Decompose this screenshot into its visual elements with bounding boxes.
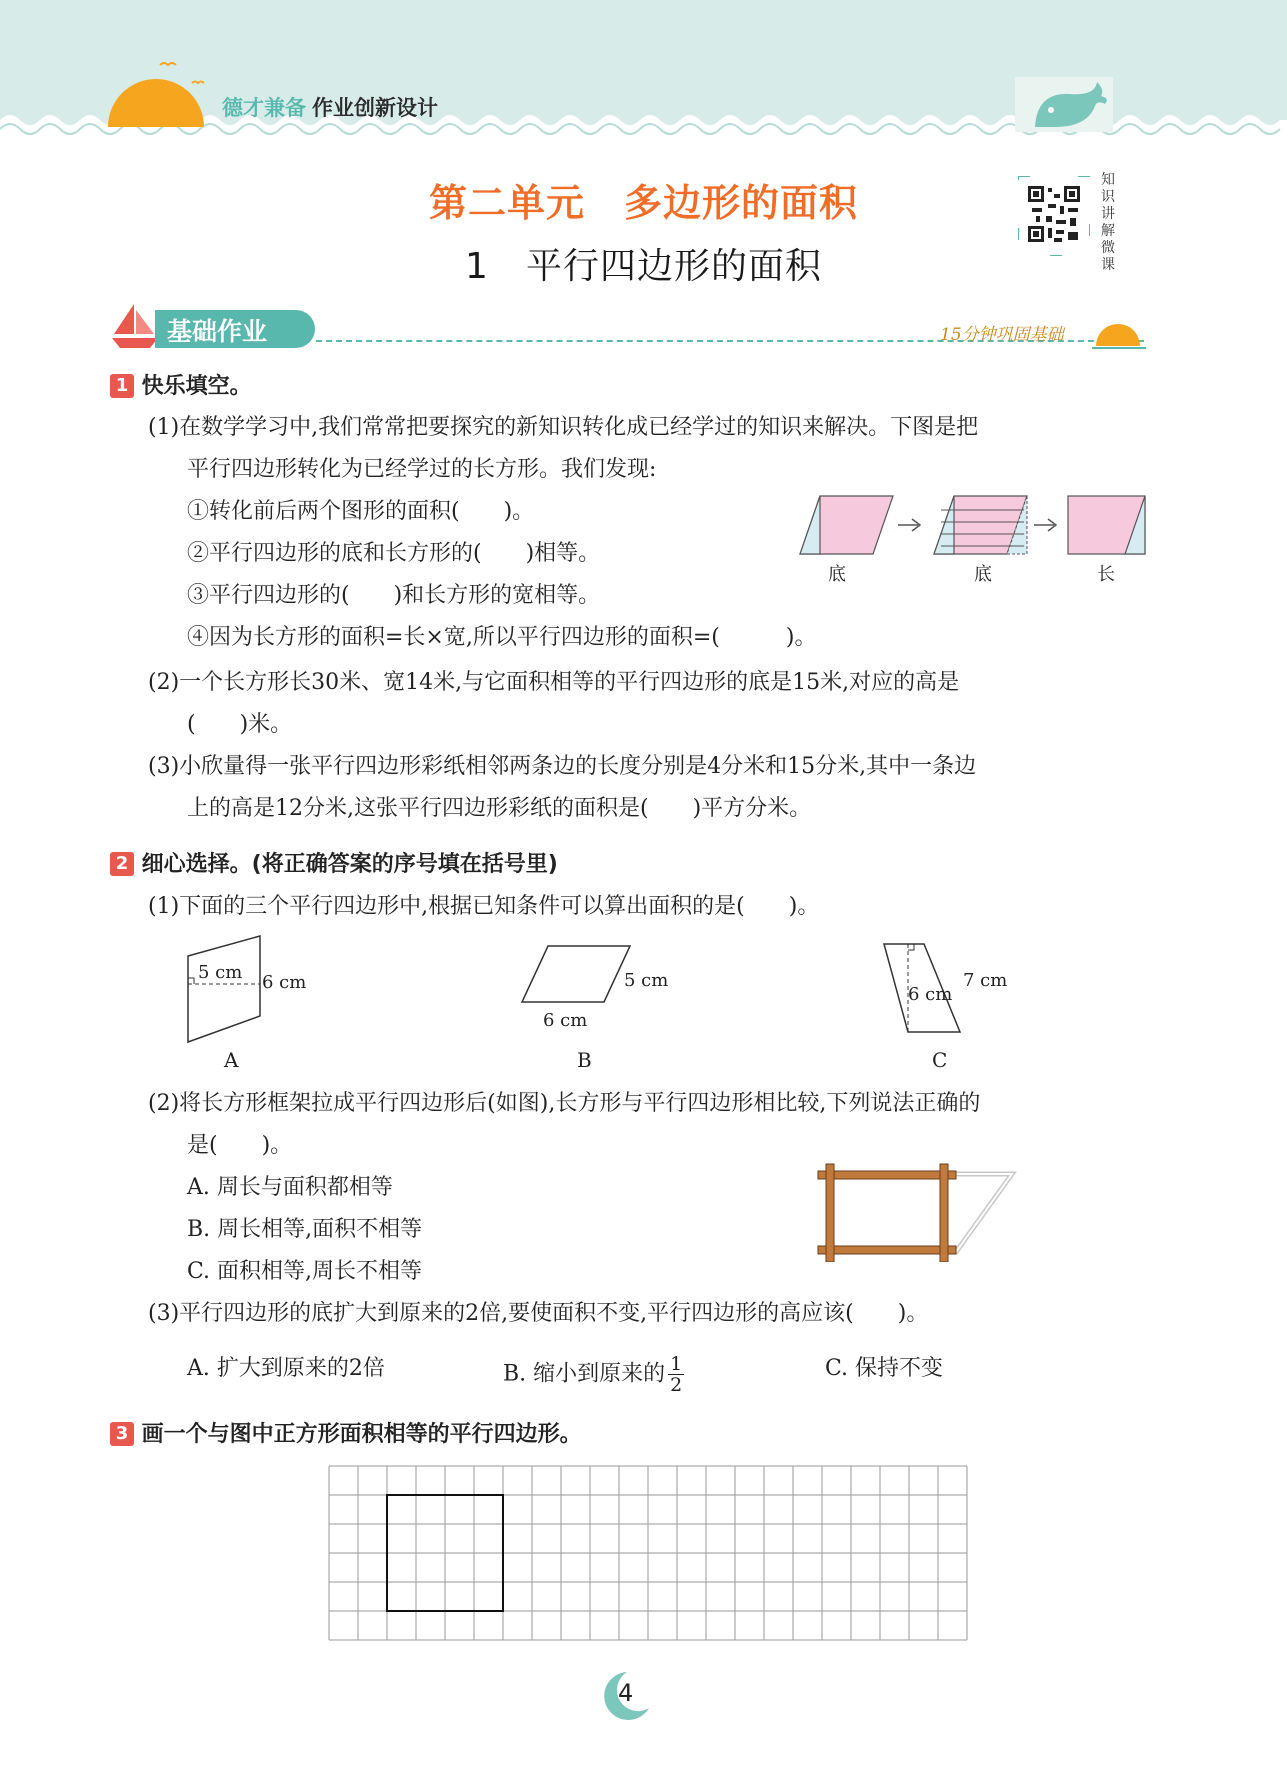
section-title: 基础作业	[167, 317, 268, 346]
q1-p1-d: ④因为长方形的面积=长×宽,所以平行四边形的面积=( )。	[187, 625, 817, 650]
qr-code-icon[interactable]	[1018, 176, 1090, 256]
fraction-denominator: 2	[670, 1374, 683, 1396]
fig-a-measure-1: 5 cm	[198, 962, 243, 983]
q1-p1-line1: (1)在数学学习中,我们常常把要探究的新知识转化成已经学过的知识来解决。下图是把	[148, 415, 979, 440]
q2-p3-option-c: C. 保持不变	[825, 1356, 944, 1381]
fig-c-label: C	[932, 1048, 948, 1072]
frame-figure	[812, 1162, 1018, 1262]
fig-c-measure-2: 7 cm	[963, 970, 1008, 991]
fraction-half	[668, 1354, 684, 1395]
question-3-title: 画一个与图中正方形面积相等的平行四边形。	[141, 1422, 582, 1447]
section-subtitle: 15分钟巩固基础	[940, 325, 1064, 345]
q1-p3-line1: (3)小欣量得一张平行四边形彩纸相邻两条边的长度分别是4分米和15分米,其中一条边	[148, 754, 977, 779]
q1-p3-line2: 上的高是12分米,这张平行四边形彩纸的面积是( )平方分米。	[187, 796, 812, 821]
q2-p3-option-b-text: B. 缩小到原来的	[503, 1361, 666, 1387]
brand-accent: 德才兼备	[222, 96, 306, 120]
lesson-title: 1 平行四边形的面积	[465, 246, 822, 287]
q2-p2-line2: 是( )。	[187, 1133, 293, 1158]
fig-label-length: 长	[1097, 564, 1115, 585]
fig-label-base-1: 底	[828, 564, 846, 585]
q2-p2-line1: (2)将长方形框架拉成平行四边形后(如图),长方形与平行四边形相比较,下列说法正确的	[148, 1091, 981, 1116]
fig-b-measure-1: 5 cm	[624, 970, 669, 991]
fig-label-base-2: 底	[974, 564, 992, 585]
question-1-heading	[110, 372, 252, 402]
whale-icon	[1015, 72, 1115, 132]
page-number: 4	[618, 1679, 634, 1707]
q2-p2-option-a: A. 周长与面积都相等	[187, 1175, 393, 1200]
sun-icon	[100, 55, 210, 130]
transformation-figure	[798, 492, 1150, 564]
question-2-heading	[110, 850, 558, 880]
question-1-badge: 1	[110, 374, 134, 398]
brand-main: 作业创新设计	[312, 96, 438, 120]
question-3-badge: 3	[110, 1422, 134, 1446]
q1-p1-b: ②平行四边形的底和长方形的( )相等。	[187, 541, 601, 566]
fig-a-label: A	[224, 1048, 239, 1072]
question-2-title: 细心选择。(将正确答案的序号填在括号里)	[141, 852, 558, 877]
fig-b-label: B	[577, 1048, 592, 1072]
q1-p1-a: ①转化前后两个图形的面积( )。	[187, 499, 535, 524]
sailboat-icon	[110, 300, 160, 350]
question-1-title: 快乐填空。	[141, 374, 252, 399]
q2-p3-option-a: A. 扩大到原来的2倍	[187, 1356, 385, 1381]
q2-p3: (3)平行四边形的底扩大到原来的2倍,要使面积不变,平行四边形的高应该( )。	[148, 1301, 929, 1326]
q2-p2-option-c: C. 面积相等,周长不相等	[187, 1259, 423, 1284]
unit-title: 第二单元 多边形的面积	[428, 181, 858, 225]
small-sun-icon	[1090, 312, 1150, 352]
question-3-heading	[110, 1420, 582, 1450]
q1-p2-line2: ( )米。	[187, 712, 293, 737]
brand	[222, 92, 438, 122]
q1-p1-line2: 平行四边形转化为已经学过的长方形。我们发现:	[187, 457, 657, 482]
drawing-grid[interactable]	[328, 1465, 968, 1641]
q2-p2-option-b: B. 周长相等,面积不相等	[187, 1217, 423, 1242]
fraction-numerator: 1	[670, 1353, 683, 1375]
q2-p1: (1)下面的三个平行四边形中,根据已知条件可以算出面积的是( )。	[148, 894, 820, 919]
fig-b-measure-2: 6 cm	[543, 1010, 588, 1031]
parallelogram-b	[518, 942, 636, 1008]
fig-a-measure-2: 6 cm	[262, 972, 307, 993]
question-2-badge: 2	[110, 852, 134, 876]
q2-p3-option-b	[503, 1354, 684, 1395]
q1-p2-line1: (2)一个长方形长30米、宽14米,与它面积相等的平行四边形的底是15米,对应的高是	[148, 670, 960, 695]
q1-p1-c: ③平行四边形的( )和长方形的宽相等。	[187, 583, 601, 608]
qr-label: 知识讲解微课	[1101, 172, 1115, 273]
fig-c-measure-1: 6 cm	[908, 984, 953, 1005]
